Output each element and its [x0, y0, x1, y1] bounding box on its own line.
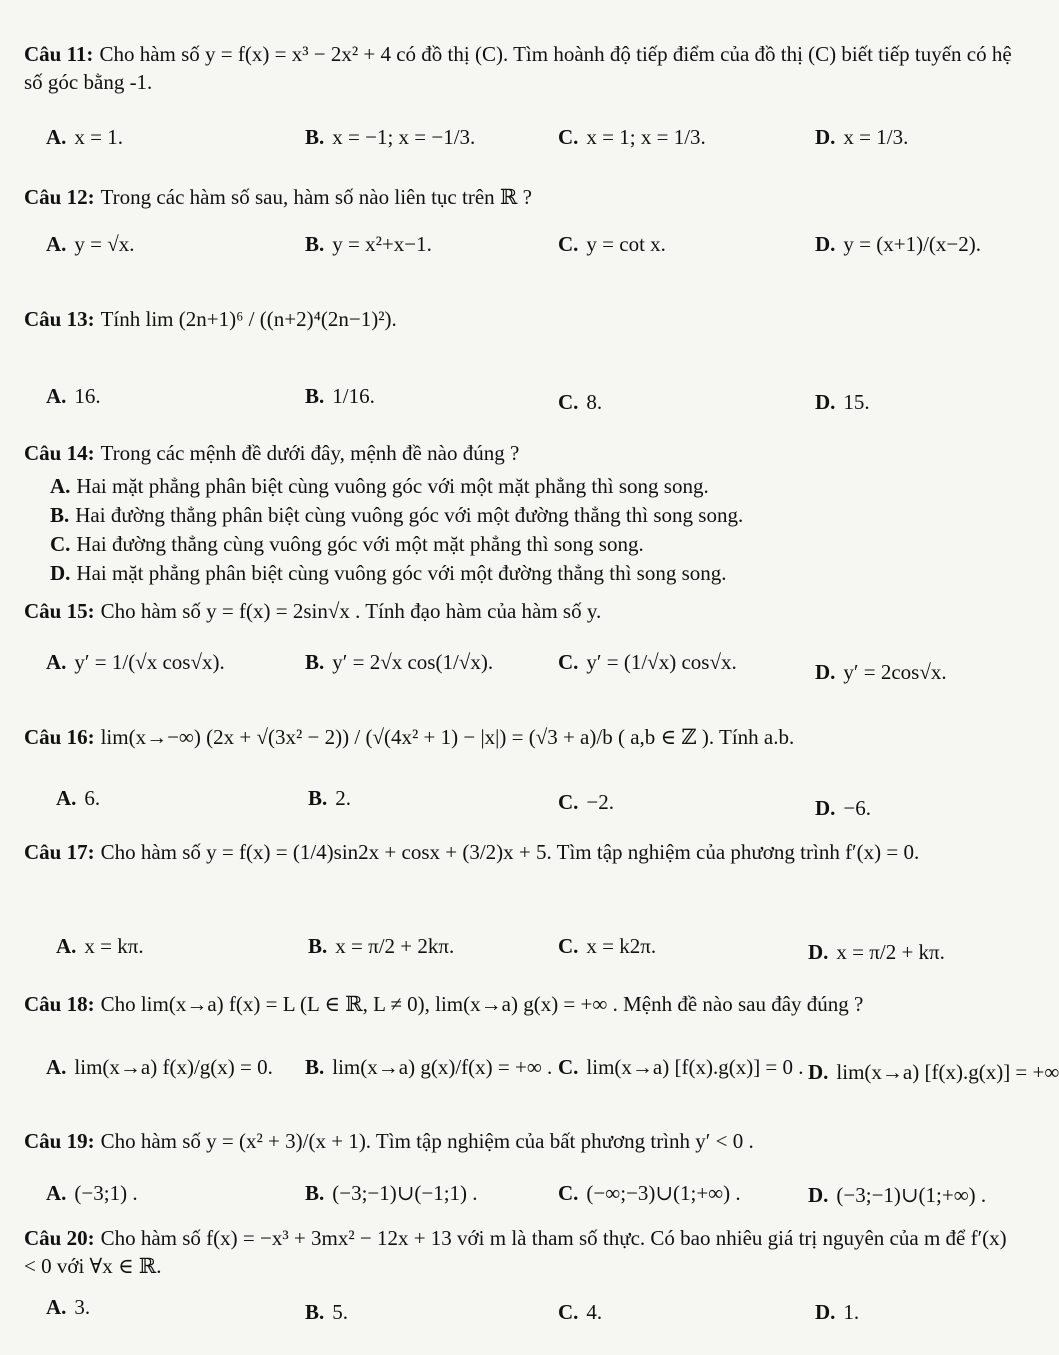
question-18: Câu 18: Cho lim(x→a) f(x) = L (L ∈ ℝ, L ≠ 0), lim(x→a) g(x) = +∞ . Mệnh đề nào sau đây đúng ?	[24, 992, 864, 1016]
question-16: Câu 16: lim(x→−∞) (2x + √(3x² − 2)) / (√(4x² + 1) − |x|) = (√3 + a)/b ( a,b ∈ ℤ ). Tính a.b.	[24, 725, 795, 749]
q12-option-c: C. y = cot x.	[558, 232, 666, 256]
q17-option-b: B. x = π/2 + 2kπ.	[308, 934, 455, 958]
q18-option-b: B. lim(x→a) g(x)/f(x) = +∞ .	[305, 1055, 553, 1079]
q15-option-a: A. y′ = 1/(√x cos√x).	[46, 650, 225, 674]
q20-option-a: A. 3.	[46, 1295, 91, 1319]
q17-option-a: A. x = kπ.	[56, 934, 144, 958]
q16-option-c: C. −2.	[558, 790, 615, 814]
question-20: Câu 20: Cho hàm số f(x) = −x³ + 3mx² − 12x + 13 với m là tham số thực. Có bao nhiêu giá trị nguyên của m để f′(x) < 0 với ∀x ∈ ℝ.	[24, 1226, 1007, 1278]
q15-option-b: B. y′ = 2√x cos(1/√x).	[305, 650, 494, 674]
q20-option-d: D. 1.	[815, 1300, 860, 1324]
q13-option-b: B. 1/16.	[305, 384, 375, 408]
q12-option-a: A. y = √x.	[46, 232, 135, 256]
question-11-text: Cho hàm số y = f(x) = x³ − 2x² + 4 có đồ thị (C). Tìm hoành độ tiếp điểm của đồ thị (C) biết tiếp tuyến có hệ số góc bằng -1.	[24, 42, 1012, 94]
q18-option-c: C. lim(x→a) [f(x).g(x)] = 0 .	[558, 1055, 804, 1079]
q20-option-c: C. 4.	[558, 1300, 603, 1324]
question-13: Câu 13: Tính lim (2n+1)⁶ / ((n+2)⁴(2n−1)²).	[24, 307, 397, 331]
q14-option-b: B. Hai đường thẳng phân biệt cùng vuông góc với một đường thẳng thì song song.	[50, 503, 744, 527]
q16-option-a: A. 6.	[56, 786, 101, 810]
question-17: Câu 17: Cho hàm số y = f(x) = (1/4)sin2x + cosx + (3/2)x + 5. Tìm tập nghiệm của phương trình f′(x) = 0.	[24, 840, 920, 864]
q20-option-b: B. 5.	[305, 1300, 349, 1324]
question-15: Câu 15: Cho hàm số y = f(x) = 2sin√x . Tính đạo hàm của hàm số y.	[24, 599, 602, 623]
q17-option-d: D. x = π/2 + kπ.	[808, 940, 945, 964]
q11-option-c: C. x = 1; x = 1/3.	[558, 125, 706, 149]
q13-option-c: C. 8.	[558, 390, 603, 414]
q14-option-a: A. Hai mặt phẳng phân biệt cùng vuông góc với một mặt phẳng thì song song.	[50, 474, 709, 498]
q11-option-d: D. x = 1/3.	[815, 125, 909, 149]
q13-option-d: D. 15.	[815, 390, 870, 414]
q14-option-c: C. Hai đường thẳng cùng vuông góc với một mặt phẳng thì song song.	[50, 532, 644, 556]
q19-option-d: D. (−3;−1)∪(1;+∞) .	[808, 1183, 987, 1207]
q11-option-a: A. x = 1.	[46, 125, 124, 149]
q16-option-d: D. −6.	[815, 796, 872, 820]
question-11-number: Câu 11:	[24, 42, 94, 66]
question-12: Câu 12: Trong các hàm số sau, hàm số nào liên tục trên ℝ ?	[24, 185, 532, 209]
q14-option-d: D. Hai mặt phẳng phân biệt cùng vuông góc với một đường thẳng thì song song.	[50, 561, 727, 585]
q11-option-b: B. x = −1; x = −1/3.	[305, 125, 476, 149]
question-19: Câu 19: Cho hàm số y = (x² + 3)/(x + 1). Tìm tập nghiệm của bất phương trình y′ < 0 .	[24, 1129, 754, 1153]
q18-option-d: D. lim(x→a) [f(x).g(x)] = +∞	[808, 1060, 1059, 1084]
question-14: Câu 14: Trong các mệnh đề dưới đây, mệnh đề nào đúng ?	[24, 441, 520, 465]
q15-option-c: C. y′ = (1/√x) cos√x.	[558, 650, 737, 674]
q18-option-a: A. lim(x→a) f(x)/g(x) = 0.	[46, 1055, 273, 1079]
q16-option-b: B. 2.	[308, 786, 352, 810]
q19-option-c: C. (−∞;−3)∪(1;+∞) .	[558, 1181, 741, 1205]
q15-option-d: D. y′ = 2cos√x.	[815, 660, 947, 684]
q19-option-b: B. (−3;−1)∪(−1;1) .	[305, 1181, 478, 1205]
q17-option-c: C. x = k2π.	[558, 934, 657, 958]
q13-option-a: A. 16.	[46, 384, 101, 408]
q19-option-a: A. (−3;1) .	[46, 1181, 138, 1205]
q12-option-d: D. y = (x+1)/(x−2).	[815, 232, 982, 256]
question-11	[24, 40, 1014, 96]
q12-option-b: B. y = x²+x−1.	[305, 232, 432, 256]
